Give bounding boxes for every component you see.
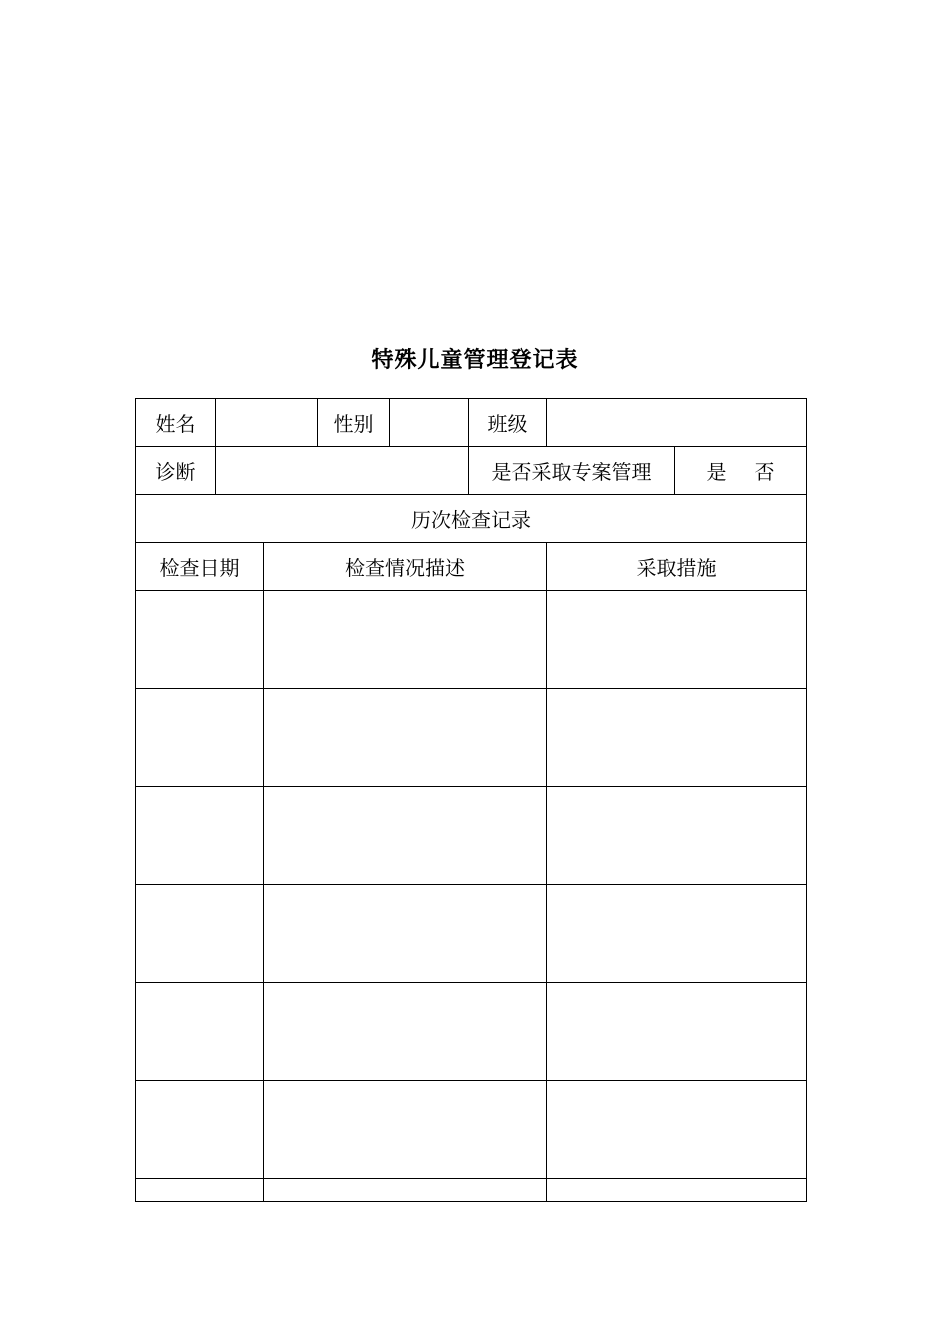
special-case-label: 是否采取专案管理 <box>469 447 675 495</box>
column-header-description: 检查情况描述 <box>264 543 547 591</box>
column-header-date: 检查日期 <box>136 543 264 591</box>
class-label: 班级 <box>469 399 547 447</box>
record-measures-cell[interactable] <box>547 689 807 787</box>
record-description-cell[interactable] <box>264 885 547 983</box>
diagnosis-label: 诊断 <box>136 447 216 495</box>
table-row <box>136 1081 807 1179</box>
gender-label: 性别 <box>318 399 390 447</box>
table-row <box>136 787 807 885</box>
gender-field[interactable] <box>390 399 469 447</box>
column-header-measures: 采取措施 <box>547 543 807 591</box>
record-description-cell[interactable] <box>264 689 547 787</box>
record-date-cell[interactable] <box>136 1179 264 1202</box>
table-row <box>136 591 807 689</box>
record-date-cell[interactable] <box>136 689 264 787</box>
diagnosis-field[interactable] <box>216 447 469 495</box>
table-row <box>136 1179 807 1202</box>
record-date-cell[interactable] <box>136 885 264 983</box>
name-label: 姓名 <box>136 399 216 447</box>
record-measures-cell[interactable] <box>547 1179 807 1202</box>
record-date-cell[interactable] <box>136 787 264 885</box>
record-description-cell[interactable] <box>264 983 547 1081</box>
record-description-cell[interactable] <box>264 1179 547 1202</box>
table-row <box>136 983 807 1081</box>
record-measures-cell[interactable] <box>547 1081 807 1179</box>
registration-form-table <box>135 398 807 1202</box>
record-measures-cell[interactable] <box>547 983 807 1081</box>
record-description-cell[interactable] <box>264 1081 547 1179</box>
record-measures-cell[interactable] <box>547 591 807 689</box>
record-measures-cell[interactable] <box>547 787 807 885</box>
record-measures-cell[interactable] <box>547 885 807 983</box>
basic-info-row <box>136 399 807 447</box>
form-title: 特殊儿童管理登记表 <box>371 347 579 373</box>
record-description-cell[interactable] <box>264 787 547 885</box>
record-date-cell[interactable] <box>136 1081 264 1179</box>
record-description-cell[interactable] <box>264 591 547 689</box>
record-date-cell[interactable] <box>136 591 264 689</box>
records-header-row <box>136 543 807 591</box>
name-field[interactable] <box>216 399 318 447</box>
no-option[interactable]: 否 <box>754 460 775 484</box>
record-date-cell[interactable] <box>136 983 264 1081</box>
table-row <box>136 885 807 983</box>
records-section-row <box>136 495 807 543</box>
yes-option[interactable]: 是 <box>706 460 727 484</box>
records-section-title: 历次检查记录 <box>136 495 807 543</box>
yes-no-choice[interactable] <box>675 447 807 495</box>
class-field[interactable] <box>547 399 807 447</box>
diagnosis-row <box>136 447 807 495</box>
table-row <box>136 689 807 787</box>
